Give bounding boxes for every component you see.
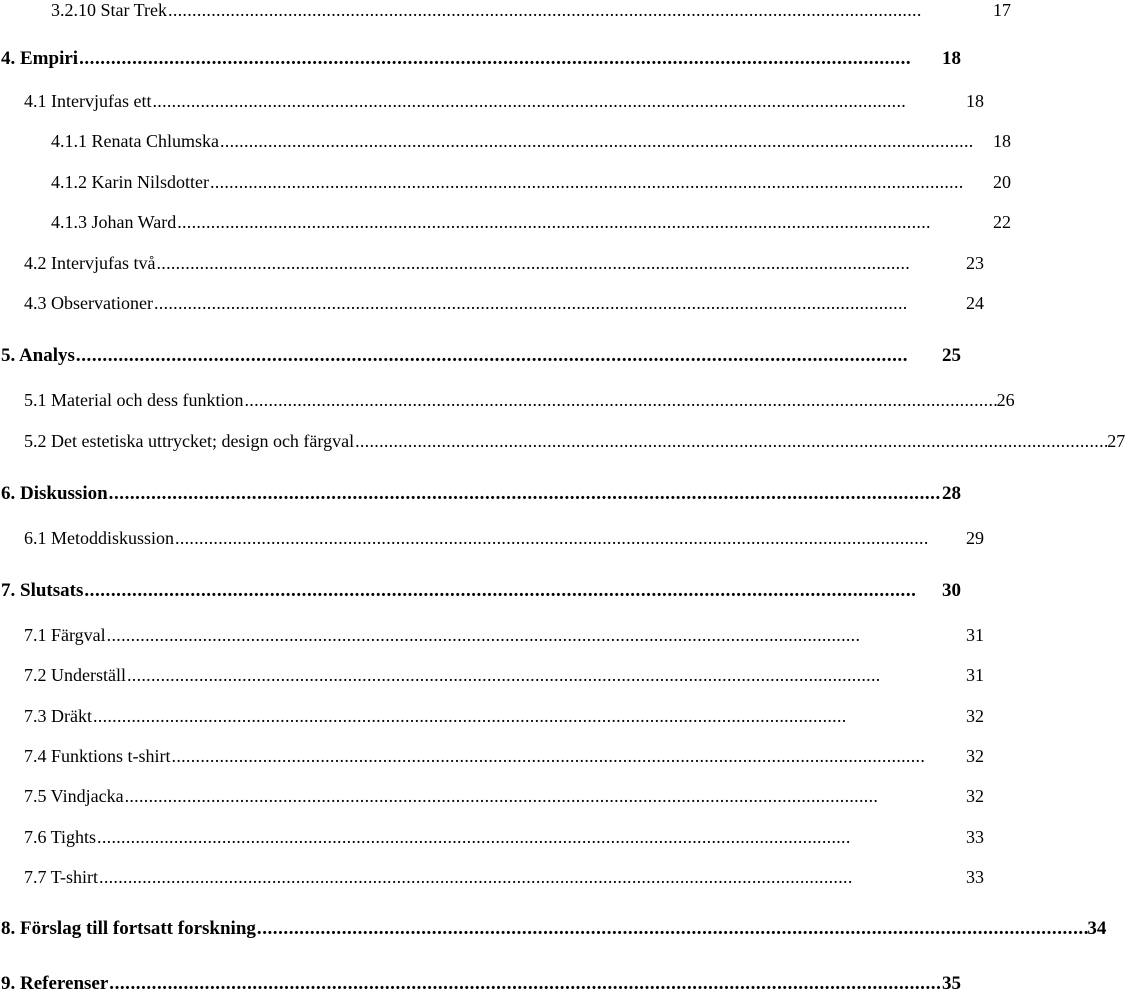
- toc-entry-page: 35: [942, 973, 961, 994]
- toc-entry-title: 5.1 Material och dess funktion: [24, 390, 244, 410]
- toc-entry-page: 25: [942, 345, 961, 366]
- toc-entry[interactable]: [0, 48, 963, 78]
- toc-entry-title: 8. Förslag till fortsatt forskning: [1, 918, 256, 939]
- toc-entry-page: 27: [1107, 431, 1125, 451]
- toc-entry-title: 7.3 Dräkt: [24, 706, 92, 726]
- toc-entry[interactable]: [0, 867, 986, 897]
- toc-entry[interactable]: [0, 786, 986, 816]
- toc-entry-page: 32: [966, 786, 984, 806]
- toc-entry[interactable]: [0, 746, 986, 776]
- toc-entry-page: 33: [966, 867, 984, 887]
- toc-entry-page: 18: [942, 48, 961, 69]
- toc-dot-leader: [220, 131, 992, 152]
- toc-dot-leader: [127, 665, 965, 686]
- toc-dot-leader: [355, 431, 1106, 452]
- toc-entry-page: 24: [966, 293, 984, 313]
- toc-dot-leader: [154, 293, 965, 314]
- toc-entry[interactable]: [0, 706, 986, 736]
- toc-entry-page: 17: [993, 0, 1011, 20]
- toc-entry-title: 7.1 Färgval: [24, 625, 106, 645]
- toc-entry-title: 4.1.3 Johan Ward: [51, 212, 177, 232]
- toc-entry[interactable]: [0, 973, 963, 1003]
- toc-dot-leader: [107, 625, 965, 646]
- toc-dot-leader: [99, 867, 965, 888]
- toc-entry-page: 20: [993, 172, 1011, 192]
- toc-entry-page: 22: [993, 212, 1011, 232]
- toc-entry-page: 26: [996, 390, 1015, 410]
- toc-entry-title: 3.2.10 Star Trek: [51, 0, 168, 20]
- toc-entry-title: 7.5 Vindjacka: [24, 786, 124, 806]
- toc-entry[interactable]: [0, 665, 986, 695]
- toc-entry[interactable]: [0, 253, 986, 283]
- toc-entry-title: 6.1 Metoddiskussion: [24, 528, 175, 548]
- toc-entry-page: 18: [993, 131, 1011, 151]
- toc-dot-leader: [172, 746, 965, 767]
- toc-entry-page: 31: [966, 665, 984, 685]
- toc-entry-title: 7.7 T-shirt: [24, 867, 99, 887]
- toc-dot-leader: [125, 786, 965, 807]
- toc-entry[interactable]: [0, 0, 1013, 30]
- toc-entry[interactable]: [0, 131, 1013, 161]
- toc-dot-leader: [84, 580, 941, 602]
- toc-entry[interactable]: [0, 91, 986, 121]
- toc-entry-page: 34: [1087, 918, 1107, 939]
- toc-dot-leader: [79, 48, 941, 70]
- toc-entry-title: 5. Analys: [1, 345, 75, 366]
- toc-entry-title: 7.2 Underställ: [24, 665, 126, 685]
- toc-entry-page: 29: [966, 528, 984, 548]
- toc-entry-title: 7. Slutsats: [1, 580, 84, 601]
- toc-entry-page: 32: [966, 706, 984, 726]
- toc-entry-title: 4.1.1 Renata Chlumska: [51, 131, 219, 151]
- toc-dot-leader: [175, 528, 965, 549]
- toc-entry-title: 4.1.2 Karin Nilsdotter: [51, 172, 209, 192]
- toc-dot-leader: [93, 706, 965, 727]
- toc-entry-title: 7.4 Funktions t-shirt: [24, 746, 171, 766]
- toc-entry-page: 23: [966, 253, 984, 273]
- toc-dot-leader: [177, 212, 992, 233]
- toc-entry[interactable]: [0, 212, 1013, 242]
- toc-entry-title: 4.1 Intervjufas ett: [24, 91, 152, 111]
- toc-entry-title: 9. Referenser: [1, 973, 109, 994]
- toc-entry[interactable]: [0, 172, 1013, 202]
- toc-dot-leader: [210, 172, 992, 193]
- toc-dot-leader: [257, 918, 1086, 940]
- toc-dot-leader: [97, 827, 965, 848]
- toc-entry[interactable]: [0, 580, 963, 610]
- toc-entry[interactable]: [0, 390, 1015, 420]
- toc-entry-title: 4. Empiri: [1, 48, 79, 69]
- toc-entry-page: 33: [966, 827, 984, 847]
- toc-dot-leader: [244, 390, 995, 411]
- toc-entry-page: 30: [942, 580, 961, 601]
- toc-entry-title: 7.6 Tights: [24, 827, 97, 847]
- toc-entry[interactable]: [0, 483, 963, 513]
- toc-dot-leader: [76, 345, 941, 367]
- toc-entry[interactable]: [0, 625, 986, 655]
- toc-entry-title: 6. Diskussion: [1, 483, 108, 504]
- toc-entry-page: 18: [966, 91, 984, 111]
- toc-entry-page: 31: [966, 625, 984, 645]
- toc-dot-leader: [168, 0, 992, 21]
- toc-entry[interactable]: [0, 431, 1125, 461]
- toc-dot-leader: [109, 483, 941, 505]
- toc-entry-page: 32: [966, 746, 984, 766]
- toc-dot-leader: [156, 253, 965, 274]
- toc-dot-leader: [109, 973, 941, 995]
- toc-entry[interactable]: [0, 345, 963, 375]
- toc-entry-page: 28: [942, 483, 961, 504]
- toc-entry-title: 4.3 Observationer: [24, 293, 153, 313]
- toc-entry-title: 4.2 Intervjufas två: [24, 253, 156, 273]
- toc-entry[interactable]: [0, 528, 986, 558]
- toc-entry[interactable]: [0, 293, 986, 323]
- toc-entry[interactable]: [0, 827, 986, 857]
- toc-entry[interactable]: [0, 918, 1107, 948]
- toc-dot-leader: [152, 91, 965, 112]
- toc-entry-title: 5.2 Det estetiska uttrycket; design och färgval: [24, 431, 355, 451]
